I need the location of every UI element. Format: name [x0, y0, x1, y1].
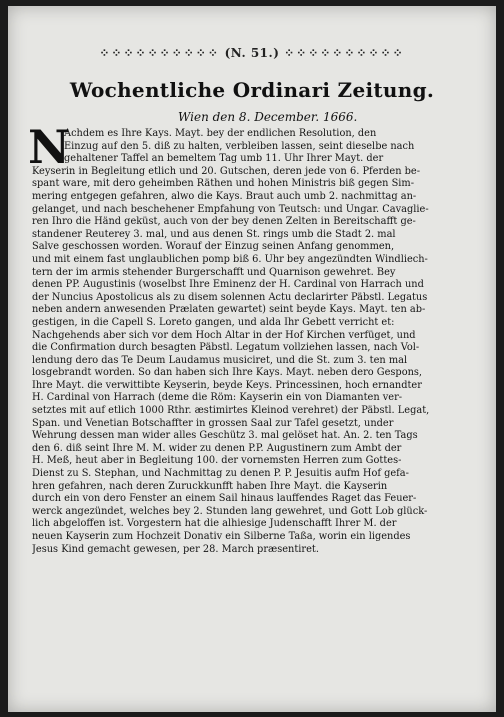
article-line: H. Cardinal von Harrach (deme die Röm: Kayserin ein von Diamanten ver- — [32, 392, 403, 404]
article-line: standener Reuterey 3. mal, und aus denen St. rings umb die Stadt 2. mal — [32, 228, 396, 240]
article-line: mering entgegen gefahren, alwo die Kays. Braut auch umb 2. nachmittag an- — [32, 190, 417, 202]
dateline: Wien den 8. December. 1666. — [178, 110, 358, 124]
article-line: werck angezündet, welches bey 2. Stunden lang gewehret, und Gott Lob glück- — [32, 505, 428, 517]
article-line: Achdem es Ihre Kays. Mayt. bey der endlichen Resolution, den — [64, 128, 377, 139]
article-line: gelanget, und nach beschehener Empfahung von Teutsch: und Ungar. Cavaglie- — [32, 203, 429, 215]
article-line: und mit einem fast unglaublichen pomp biß 6. Uhr bey angezündten Windliech- — [32, 253, 428, 265]
newspaper-title: Wochentliche Ordinari Zeitung. — [69, 78, 435, 102]
issue-number-text: (N. 51.) — [224, 46, 280, 60]
article-line: spant ware, mit dero geheimben Räthen und hohen Ministris biß gegen Sim- — [32, 178, 415, 190]
article-line: die Confirmation durch besagten Päbstl. Legatum vollziehen lassen, nach Vol- — [32, 342, 420, 354]
article-line: Salve geschossen worden. Worauf der Einzug seinen Anfang genommen, — [32, 241, 395, 253]
article-line: lich abgeloffen ist. Vorgestern hat die alhiesige Judenschafft Ihrer M. der — [32, 518, 397, 530]
article-line: den 6. diß seint Ihre M. M. wider zu denen P.P. Augustinern zum Ambt der — [32, 442, 402, 454]
article-line: Nachgehends aber sich vor dem Hoch Altar in der Hof Kirchen verfüget, und — [32, 329, 416, 341]
article-body — [32, 128, 488, 556]
article-line: losgebrandt worden. So dan haben sich Ihre Kays. Mayt. neben dero Gespons, — [32, 367, 423, 379]
article-line: der Nuncius Apostolicus als zu disem solennen Actu declarirter Päbstl. Legatus — [32, 291, 428, 303]
article-line: durch ein von dero Fenster an einem Sail hinaus lauffendes Raget das Feuer- — [32, 493, 417, 505]
article-line: hren gefahren, nach deren Zuruckkunfft haben Ihre Mayt. die Kayserin — [32, 480, 388, 492]
article-line: Keyserin in Begleitung etlich und 20. Gutschen, deren jede von 6. Pferden be- — [32, 165, 421, 177]
article-line: neuen Kayserin zum Hochzeit Donativ ein Silberne Taßa, worin ein ligendes — [32, 531, 411, 542]
article-line: gehaltener Taffel an bemeltem Tag umb 11. Uhr Ihrer Mayt. der — [64, 153, 384, 165]
article-line: Dienst zu S. Stephan, und Nachmittag zu denen P. P. Jesuitis aufm Hof gefa- — [32, 468, 409, 480]
article-line: ren Ihro die Händ geküst, auch von der bey denen Zelten in Bereitschafft ge- — [32, 216, 416, 228]
issue-number: ⁘⁘⁘⁘⁘⁘⁘⁘⁘⁘ (N. 51.) ⁘⁘⁘⁘⁘⁘⁘⁘⁘⁘ — [99, 46, 405, 60]
article-line: neben andern anwesenden Prælaten gewartet) seint beyde Kays. Mayt. ten ab- — [32, 304, 426, 316]
article-line: Wehrung dessen man wider alles Geschütz 3. mal gelöset hat. An. 2. ten Tags — [32, 430, 418, 442]
article-line: Ihre Mayt. die verwittibte Keyserin, beyde Keys. Princessinen, hoch ernandter — [32, 379, 422, 391]
article-line: lendung dero das Te Deum Laudamus musiciret, und die St. zum 3. ten mal — [32, 354, 408, 366]
newspaper-page — [8, 6, 496, 712]
article-line: gestigen, in die Capell S. Loreto gangen, und alda Ihr Gebett verricht et: — [32, 316, 395, 328]
drop-cap-initial: N — [28, 120, 71, 174]
article-line: Jesus Kind gemacht gewesen, per 28. March præsentiret. — [32, 543, 319, 555]
article-line: H. Meß, heut aber in Begleitung 100. der vornemsten Herren zum Gottes- — [32, 455, 402, 467]
article-line: tern der im armis stehender Burgerschafft und Quarnison gewehret. Bey — [32, 266, 396, 278]
article-line: denen PP. Augustinis (woselbst Ihre Eminenz der H. Cardinal von Harrach und — [32, 279, 424, 291]
article-line: Einzug auf den 5. diß zu halten, verbleiben lassen, seint dieselbe nach — [64, 140, 415, 152]
article-line: Span. und Venetian Botschaffter in grossen Saal zur Tafel gesetzt, under — [32, 417, 394, 429]
article-line: setztes mit auf etlich 1000 Rthr. æstimirtes Kleinod verehret) der Päbstl. Legat, — [32, 405, 430, 417]
